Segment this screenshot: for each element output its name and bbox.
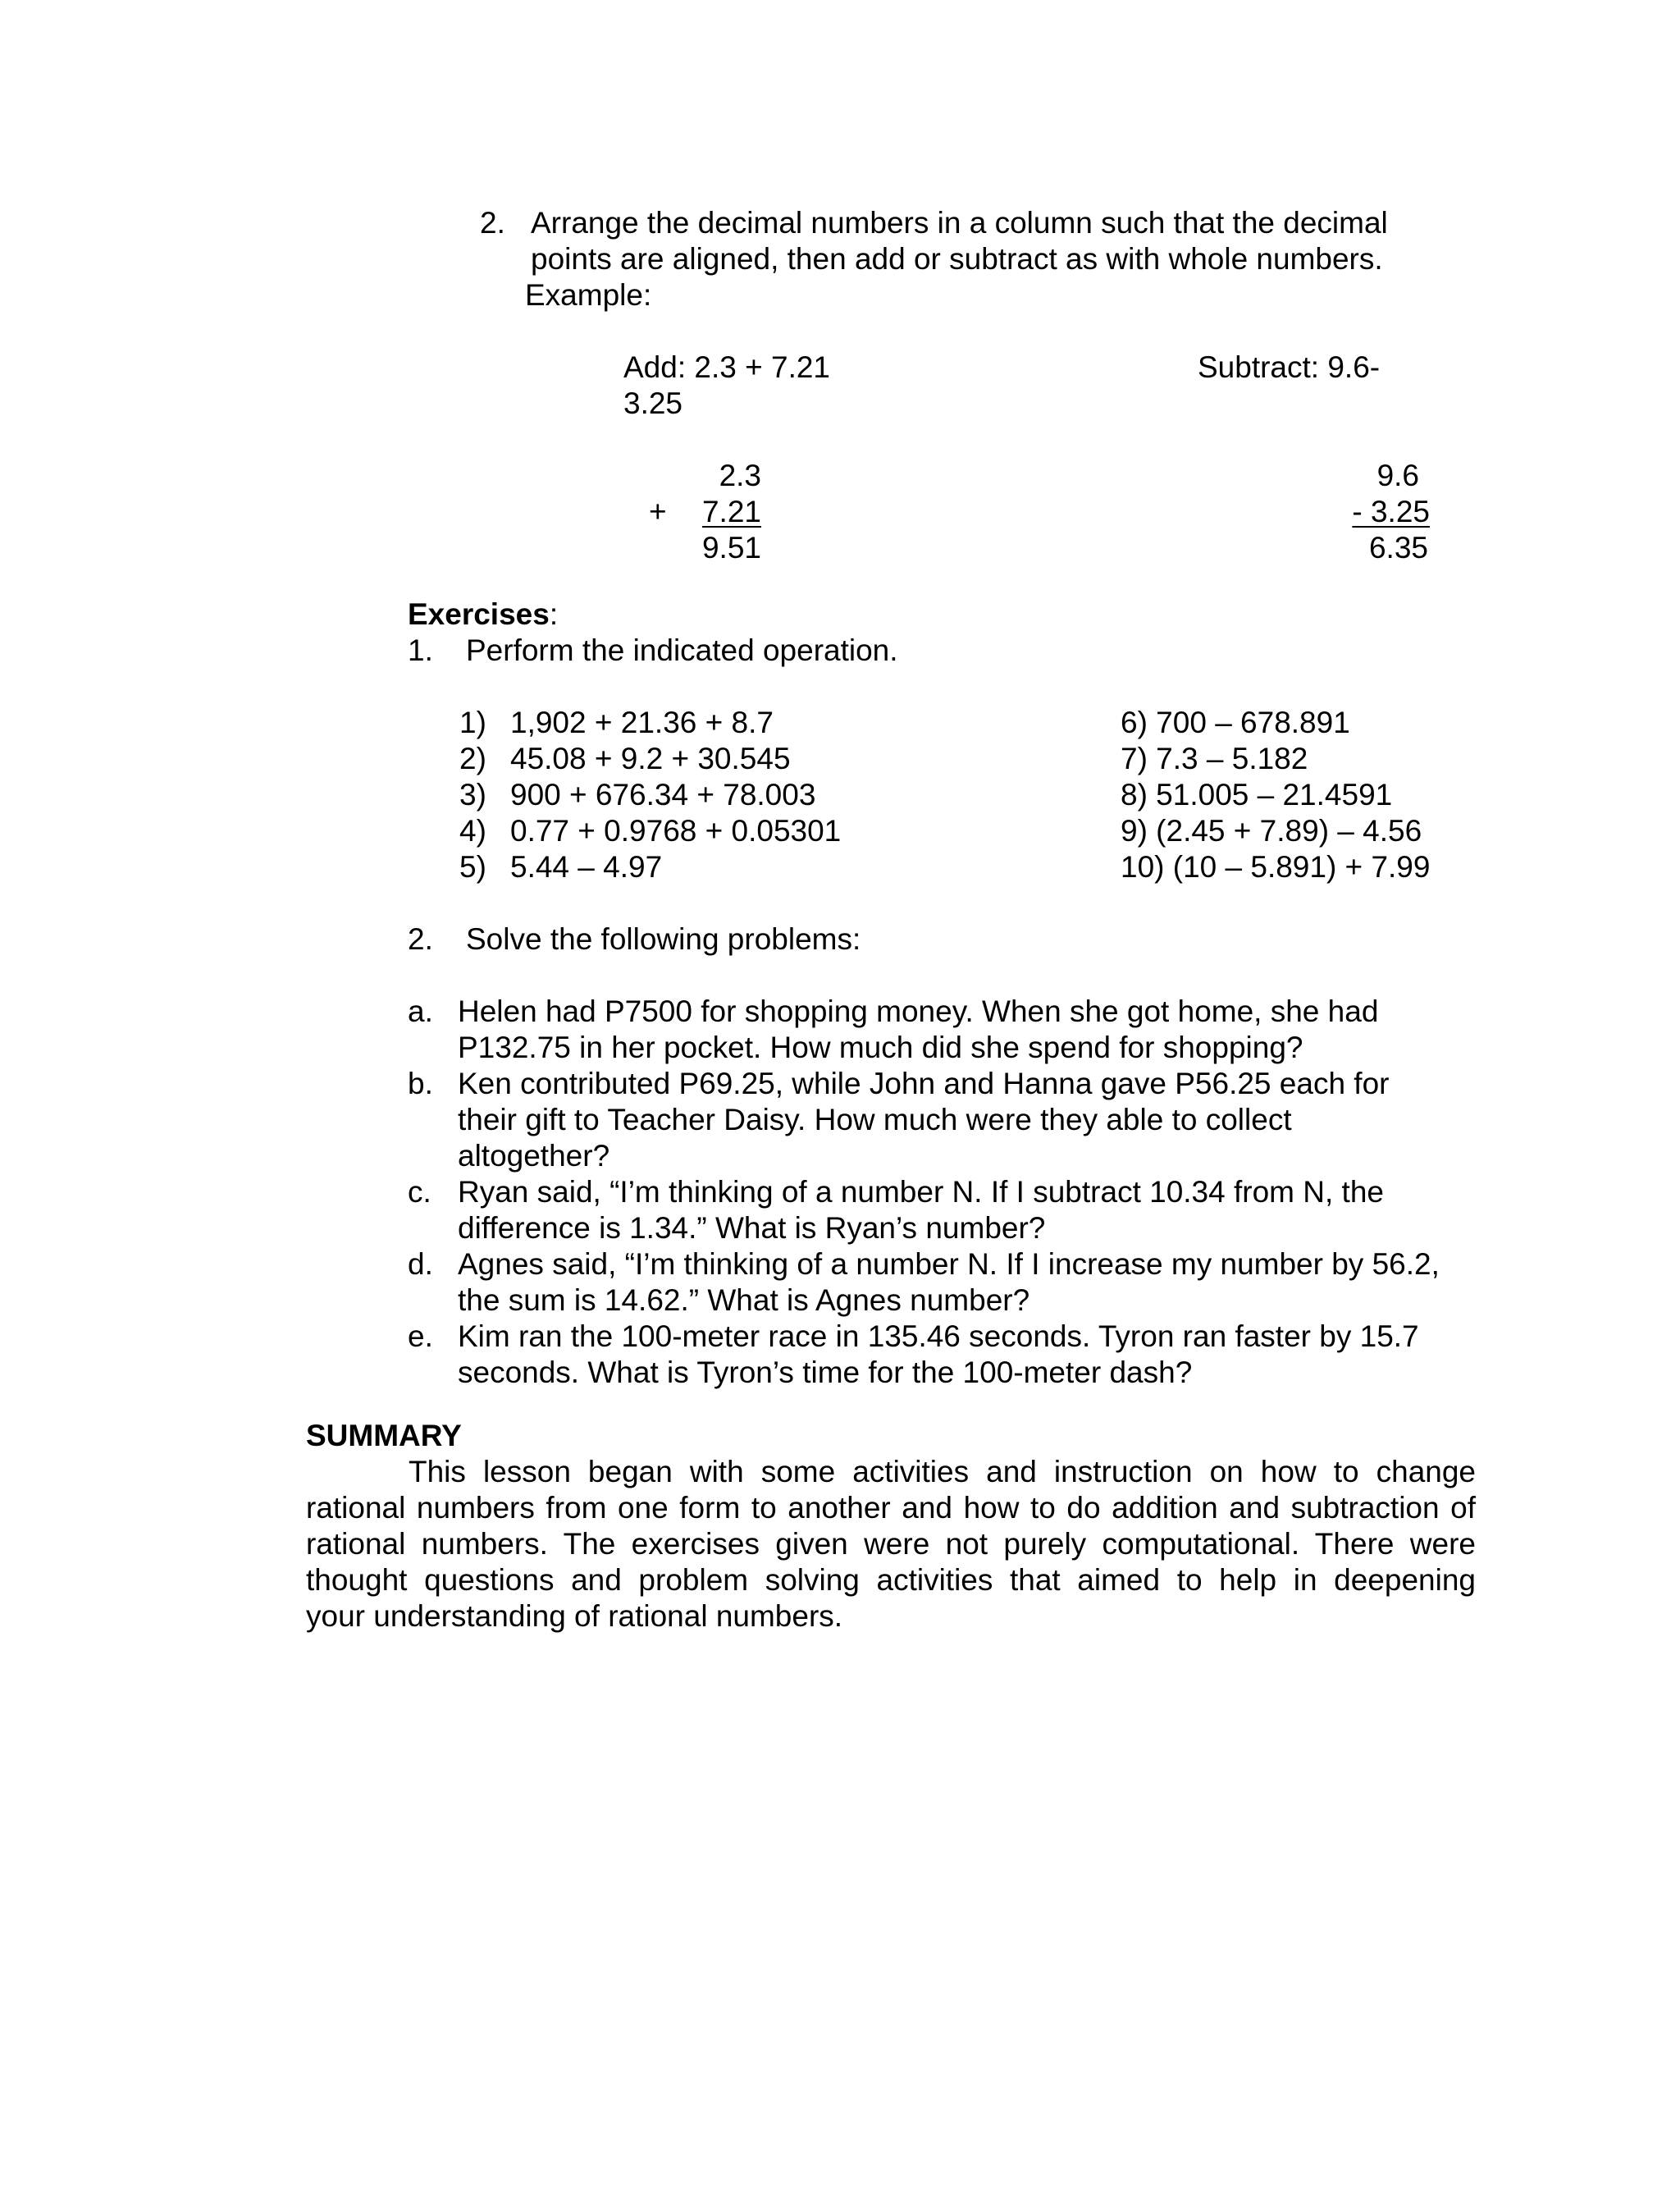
exercises-heading: Exercises: (408, 597, 559, 631)
problem-text: altogether? (458, 1139, 610, 1173)
exercise-item: 7) 7.3 – 5.182 (1121, 742, 1308, 775)
exercise-item: 45.08 + 9.2 + 30.545 (510, 742, 791, 775)
problem-text: their gift to Teacher Daisy. How much were they able to collect (458, 1103, 1292, 1136)
exercise-item: 10) (10 – 5.891) + 7.99 (1121, 850, 1431, 884)
step-number: 2. (480, 206, 505, 240)
problem-text: seconds. What is Tyron’s time for the 100-meter dash? (458, 1356, 1193, 1389)
add-bottom-operand: 7.21 (701, 495, 761, 528)
problem-text: P132.75 in her pocket. How much did she spend for shopping? (458, 1031, 1303, 1064)
exercise-item: 1,902 + 21.36 + 8.7 (510, 706, 774, 739)
problem-letter: b. (408, 1067, 433, 1100)
step-text-line-2: points are aligned, then add or subtract as with whole numbers. (531, 242, 1383, 276)
summary-line: thought questions and problem solving activities that aimed to help in deepening (306, 1563, 1476, 1597)
exercise-number: 4) (459, 814, 486, 848)
exercise-item: 8) 51.005 – 21.4591 (1121, 778, 1393, 812)
subtract-bottom-operand: - 3.25 (1352, 495, 1430, 528)
add-example-label-wrap: 3.25 (623, 386, 683, 420)
exercise-item: 900 + 676.34 + 78.003 (510, 778, 816, 812)
exercise-item: 0.77 + 0.9768 + 0.05301 (510, 814, 842, 848)
example-label: Example: (525, 278, 652, 312)
part-2-number: 2. (408, 922, 433, 956)
exercise-item: 9) (2.45 + 7.89) – 4.56 (1121, 814, 1422, 848)
summary-paragraph (306, 1454, 1476, 1634)
exercise-number: 1) (459, 706, 486, 739)
problem-letter: c. (408, 1175, 431, 1209)
subtract-result: 6.35 (1368, 531, 1428, 565)
exercise-number: 5) (459, 850, 486, 884)
subtract-top-operand: 9.6 (1376, 459, 1419, 492)
problem-text: Helen had P7500 for shopping money. When she got home, she had (458, 994, 1379, 1028)
part-1-instruction: Perform the indicated operation. (466, 633, 898, 667)
summary-line: rational numbers from one form to another and how to do addition and subtraction of (306, 1491, 1476, 1525)
add-top-operand: 2.3 (719, 459, 761, 492)
add-example-label: Add: 2.3 + 7.21 (623, 350, 831, 384)
summary-line: This lesson began with some activities and instruction on how to change (409, 1455, 1476, 1488)
problem-text: the sum is 14.62.” What is Agnes number? (458, 1283, 1030, 1317)
part-2-instruction: Solve the following problems: (466, 922, 861, 956)
problem-text: Ryan said, “I’m thinking of a number N. If I subtract 10.34 from N, the (458, 1175, 1384, 1209)
exercise-item: 5.44 – 4.97 (510, 850, 663, 884)
summary-heading: SUMMARY (306, 1419, 462, 1452)
problem-text: Ken contributed P69.25, while John and Hanna gave P56.25 each for (458, 1067, 1390, 1100)
problem-letter: a. (408, 994, 433, 1028)
subtract-example-label: Subtract: 9.6- (1198, 350, 1381, 384)
summary-line: rational numbers. The exercises given were not purely computational. There were (306, 1527, 1476, 1561)
exercise-number: 3) (459, 778, 486, 812)
problem-letter: e. (408, 1319, 433, 1353)
problem-text: difference is 1.34.” What is Ryan’s number? (458, 1211, 1046, 1245)
problem-text: Kim ran the 100-meter race in 135.46 seconds. Tyron ran faster by 15.7 (458, 1319, 1419, 1353)
part-1-number: 1. (408, 633, 433, 667)
problem-letter: d. (408, 1247, 433, 1281)
problem-text: Agnes said, “I’m thinking of a number N. If I increase my number by 56.2, (458, 1247, 1440, 1281)
summary-line: your understanding of rational numbers. (306, 1599, 843, 1633)
plus-sign: + (649, 495, 667, 528)
exercise-item: 6) 700 – 678.891 (1121, 706, 1350, 739)
step-text-line-1: Arrange the decimal numbers in a column such that the decimal (531, 206, 1388, 240)
exercise-number: 2) (459, 742, 486, 775)
add-result: 9.51 (701, 531, 761, 565)
